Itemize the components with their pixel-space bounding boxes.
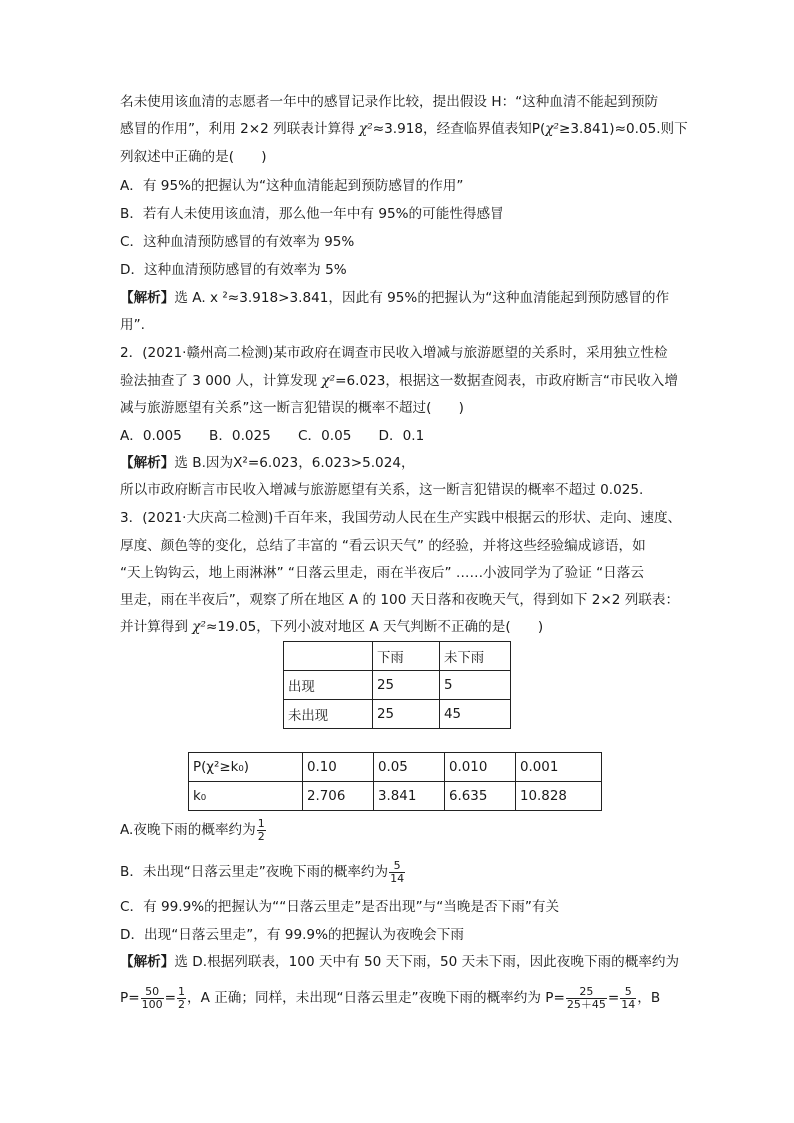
fraction: $\frac{50}{100}$: [141, 984, 163, 1011]
table-cell: 2.706: [303, 782, 374, 811]
table-cell: 10.828: [516, 782, 602, 811]
table-row: [284, 700, 511, 729]
analysis-line: 所以市政府断言市民收入增减与旅游愿望有关系，这一断言犯错误的概率不超过 0.025.: [120, 482, 644, 498]
text-line: 厚度、颜色等的变化，总结了丰富的 “看云识天气” 的经验，并将这些经验编成谚语，如: [120, 538, 646, 554]
text-line: 验法抽查了 3 000 人，计算发现 χ²=6.023，根据这一数据查阅表，市政府断言“市民收入增: [120, 373, 678, 389]
fraction: $\frac{1}{2}$: [177, 984, 185, 1011]
question-3: 3．(2021·大庆高二检测)千百年来，我国劳动人民在生产实践中根据云的形状、走向、速度、: [120, 510, 682, 526]
table-cell: [284, 642, 373, 671]
option-b: B．未出现“日落云里走”夜晚下雨的概率约为 $\frac{5}{14}$: [120, 858, 405, 885]
table-cell: 45: [440, 700, 511, 729]
option-a: A．有 95%的把握认为“这种血清能起到预防感冒的作用”: [120, 178, 464, 194]
text-line: 列叙述中正确的是( ): [120, 149, 267, 165]
text-line: “天上钩钩云，地上雨淋淋” “日落云里走，雨在半夜后” ……小波同学为了验证 “日落云: [120, 565, 644, 581]
table-cell: 25: [373, 671, 440, 700]
table-cell: 未下雨: [440, 642, 511, 671]
analysis-line: 【解析】选 D.根据列联表，100 天中有 50 天下雨，50 天未下雨，因此夜晚下雨的概率约为: [120, 954, 680, 970]
table-row: [284, 671, 511, 700]
option-d: D．出现“日落云里走”，有 99.9%的把握认为夜晚会下雨: [120, 927, 464, 943]
table-cell: 6.635: [445, 782, 516, 811]
analysis-line: P= $\frac{50}{100}$ = $\frac{1}{2}$ ，A 正确；同样，未出现“日落云里走”夜晚下雨的概率约为 P= $\frac{25}{25+45}$ = $\frac{5}{14}$ ，B: [120, 984, 661, 1011]
option-a: A.夜晚下雨的概率约为 $\frac{1}{2}$: [120, 816, 265, 843]
table-header-row: [284, 642, 511, 671]
text-line: 名未使用该血清的志愿者一年中的感冒记录作比较，提出假设 H：“这种血清不能起到预防: [120, 94, 659, 110]
table-cell: 下雨: [373, 642, 440, 671]
text-line: 感冒的作用”，利用 2×2 列联表计算得 χ²≈3.918，经查临界值表知P(χ²≥3.841)≈0.05.则下: [120, 121, 688, 137]
critical-value-table: [188, 752, 602, 811]
option-b: B．若有人未使用该血清，那么他一年中有 95%的可能性得感冒: [120, 206, 504, 222]
contingency-table: [283, 641, 511, 729]
fraction: $\frac{1}{2}$: [257, 816, 265, 843]
text-line: 减与旅游愿望有关系”这一断言犯错误的概率不超过( ): [120, 400, 464, 416]
table-cell: 出现: [284, 671, 373, 700]
options-line: A．0.005 B．0.025 C．0.05 D．0.1: [120, 428, 425, 444]
analysis-line: 用”.: [120, 317, 145, 333]
analysis-line: 【解析】选 A. x ²≈3.918>3.841，因此有 95%的把握认为“这种血清能起到预防感冒的作: [120, 290, 670, 306]
table-cell: k₀: [189, 782, 303, 811]
text-line: 里走，雨在半夜后”，观察了所在地区 A 的 100 天日落和夜晚天气，得到如下 2×2 列联表：: [120, 592, 680, 608]
table-row: [189, 782, 602, 811]
table-cell: 5: [440, 671, 511, 700]
table-cell: 3.841: [374, 782, 445, 811]
analysis-line: 【解析】选 B.因为Χ²=6.023，6.023>5.024，: [120, 455, 415, 471]
fraction: $\frac{25}{25+45}$: [566, 984, 606, 1011]
fraction: $\frac{5}{14}$: [621, 984, 636, 1011]
table-cell: 25: [373, 700, 440, 729]
option-c: C．有 99.9%的把握认为““日落云里走”是否出现”与“当晚是否下雨”有关: [120, 899, 560, 915]
table-cell: 0.10: [303, 753, 374, 782]
text-line: 并计算得到 χ²≈19.05，下列小波对地区 A 天气判断不正确的是( ): [120, 619, 544, 635]
table-cell: 0.05: [374, 753, 445, 782]
table-cell: 0.010: [445, 753, 516, 782]
table-row: [189, 753, 602, 782]
table-cell: P(χ²≥k₀): [189, 753, 303, 782]
option-d: D．这种血清预防感冒的有效率为 5%: [120, 262, 347, 278]
table-cell: 未出现: [284, 700, 373, 729]
option-c: C．这种血清预防感冒的有效率为 95%: [120, 234, 355, 250]
fraction: $\frac{5}{14}$: [390, 858, 405, 885]
table-cell: 0.001: [516, 753, 602, 782]
question-2: 2．(2021·赣州高二检测)某市政府在调查市民收入增减与旅游愿望的关系时，采用独立性检: [120, 345, 668, 361]
